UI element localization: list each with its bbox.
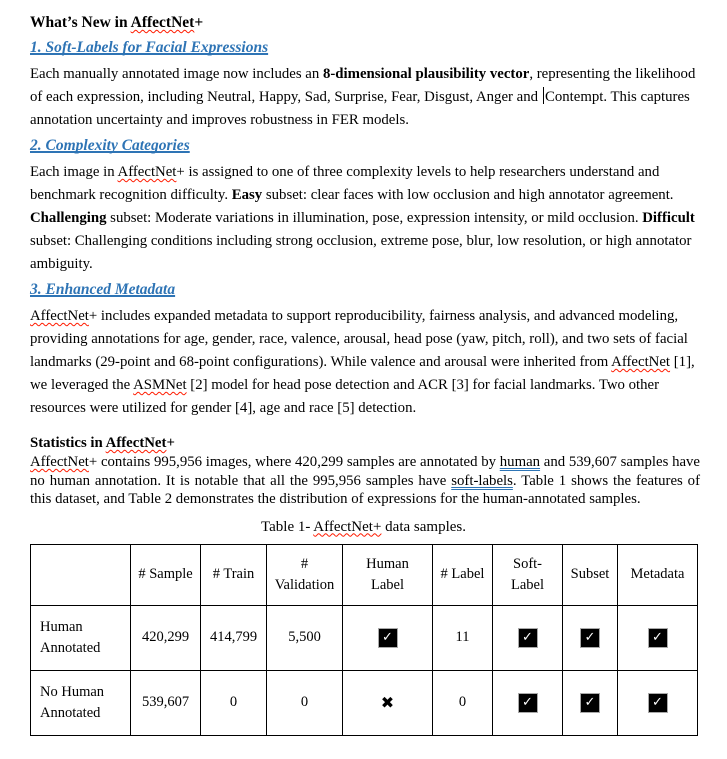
cell-subset: [563, 670, 618, 735]
header-validation: # Validation: [267, 544, 343, 605]
paragraph-statistics: [30, 453, 700, 509]
checked-checkbox-icon: ✓: [580, 628, 600, 648]
data-samples-table: [30, 544, 698, 736]
cross-icon: ✖: [380, 693, 395, 713]
misspelled-word: AffectNet: [117, 164, 177, 180]
table-header-row: [31, 544, 698, 605]
header-subset: Subset: [563, 544, 618, 605]
text-run: subset: Moderate variations in illumination, pose, expression intensity, or mild occlusion.: [106, 210, 643, 226]
row-label: No Human Annotated: [31, 670, 131, 735]
cell-soft-label: [493, 605, 563, 670]
table-caption: [30, 517, 697, 537]
doc-title-post: +: [194, 14, 204, 31]
misspelled-word: AffectNet+: [313, 518, 382, 535]
misspelled-word: AffectNet: [105, 435, 167, 451]
row-label: Human Annotated: [31, 605, 131, 670]
text-run: [2] model for head pose detection and ACR [3] for facial landmarks. Two other resources were utilized for gender [4], age and race [5] detection.: [30, 377, 660, 416]
cell-metadata: [618, 605, 698, 670]
bold-term: 8-dimensional plausibility vector: [322, 66, 530, 82]
heading-soft-labels: 1. Soft-Labels for Facial Expressions: [30, 39, 269, 56]
cell-train: 414,799: [201, 605, 267, 670]
header-train: # Train: [201, 544, 267, 605]
text-run: Each manually annotated image now includes an: [30, 66, 323, 82]
misspelled-word: ASMNet: [133, 377, 187, 393]
text-run: Statistics in: [30, 435, 106, 451]
text-run: +: [166, 435, 175, 451]
checked-checkbox-icon: ✓: [518, 628, 538, 648]
text-run: data samples.: [381, 518, 466, 535]
paragraph-complexity: [30, 161, 700, 276]
table-row-no-human-annotated: [31, 670, 698, 735]
text-run: + contains 995,956 images, where 420,299 samples are annotated by: [88, 454, 500, 470]
cell-train: 0: [201, 670, 267, 735]
cell-metadata: [618, 670, 698, 735]
cell-human-label: [343, 605, 433, 670]
doc-title: [30, 12, 700, 34]
text-run: Each image in: [30, 164, 118, 180]
text-run: + is assigned to one of three complexity levels to help researchers understand and benchmark recognition difficulty.: [30, 164, 660, 203]
text-run: subset: Challenging conditions including strong occlusion, extreme pose, blur, low resolution, or high annotator ambiguity.: [30, 233, 692, 272]
cell-sample: 539,607: [131, 670, 201, 735]
paragraph-soft-labels: [30, 63, 700, 132]
heading-metadata: 3. Enhanced Metadata: [30, 281, 176, 298]
text-run: [1], we leveraged the: [30, 354, 695, 393]
bold-term: Challenging: [30, 210, 107, 226]
header-metadata: Metadata: [618, 544, 698, 605]
checked-checkbox-icon: ✓: [518, 693, 538, 713]
text-run: subset: clear faces with low occlusion and high annotator agreement.: [262, 187, 674, 203]
cell-validation: 5,500: [267, 605, 343, 670]
text-run: Contempt. This captures annotation uncertainty and improves robustness in FER models.: [30, 89, 690, 128]
misspelled-word: AffectNet: [30, 454, 89, 470]
grammar-flagged-word: soft-labels: [451, 472, 513, 489]
doc-title-pre: What’s New in: [30, 14, 131, 31]
checked-checkbox-icon: ✓: [378, 628, 398, 648]
header-sample: # Sample: [131, 544, 201, 605]
misspelled-word: AffectNet: [30, 308, 89, 324]
misspelled-word: AffectNet: [611, 354, 671, 370]
cell-validation: 0: [267, 670, 343, 735]
cell-num-label: 0: [433, 670, 493, 735]
bold-term: Difficult: [642, 210, 695, 226]
misspelled-word: AffectNet: [130, 14, 195, 31]
checked-checkbox-icon: ✓: [648, 693, 668, 713]
cell-soft-label: [493, 670, 563, 735]
heading-complexity: 2. Complexity Categories: [30, 137, 190, 154]
table-row-human-annotated: [31, 605, 698, 670]
grammar-flagged-word: human: [499, 454, 541, 470]
header-empty: [31, 544, 131, 605]
bold-term: Easy: [231, 187, 263, 203]
header-num-label: # Label: [433, 544, 493, 605]
checked-checkbox-icon: ✓: [580, 693, 600, 713]
header-human-label: Human Label: [343, 544, 433, 605]
text-run: + includes expanded metadata to support reproducibility, fairness analysis, and advanced modeling, providing annotations for age, gender, race, valence, arousal, head pose (yaw, pitch, roll), and two sets of facial landmarks (29-point and 68-point configurations). While valence and arousal were inherited from: [30, 308, 688, 370]
header-soft-label: Soft-Label: [493, 544, 563, 605]
text-run: Table 1-: [261, 518, 314, 535]
cell-sample: 420,299: [131, 605, 201, 670]
cell-human-label: [343, 670, 433, 735]
cell-subset: [563, 605, 618, 670]
heading-statistics: [30, 433, 700, 453]
text-run: and 539,607 samples have no human annotation. It is notable that all the 995,956 samples have: [30, 454, 700, 489]
checked-checkbox-icon: ✓: [648, 628, 668, 648]
text-run: . Table 1 shows the features of this dataset, and Table 2 demonstrates the distribution of expressions for the human-annotated samples.: [30, 472, 701, 507]
paragraph-metadata: [30, 305, 700, 420]
text-cursor: [543, 87, 544, 104]
text-run: , representing the likelihood of each expression, including Neutral, Happy, Sad, Surprise, Fear, Disgust, Anger and: [30, 66, 696, 105]
cell-num-label: 11: [433, 605, 493, 670]
